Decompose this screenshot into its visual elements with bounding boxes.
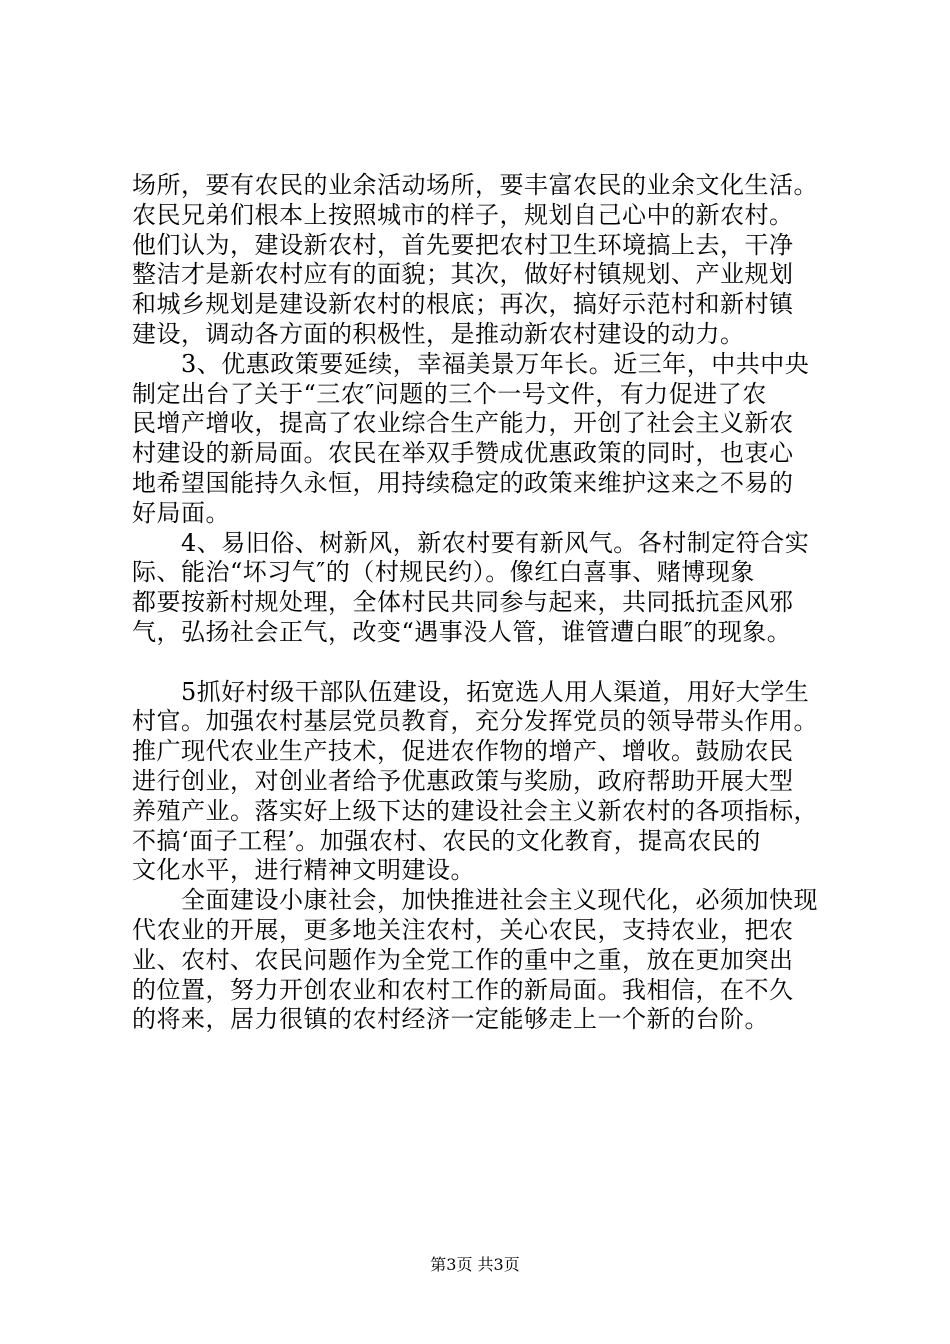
text-line: 代农业的开展，更多地关注农村，关心农民，支持农业，把农 xyxy=(132,915,794,944)
text-line: 好局面。 xyxy=(132,498,230,527)
text-line: 农民兄弟们根本上按照城市的样子，规划自己心中的新农村。 xyxy=(132,200,794,229)
text-line: 的位置，努力开创农业和农村工作的新局面。我相信，在不久 xyxy=(132,975,794,1004)
text-line: 建设，调动各方面的积极性，是推动新农村建设的动力。 xyxy=(132,319,745,348)
text-line: 际、能治“坏习气″的（村规民约）。像红白喜事、赌博现象 xyxy=(132,558,755,587)
text-line: 全面建设小康社会，加快推进社会主义现代化，必须加快现 xyxy=(132,886,818,915)
text-line: 场所，要有农民的业余活动场所，要丰富农民的业余文化生活。 xyxy=(132,171,818,199)
text-line: 村建设的新局面。农民在举双手赞成优惠政策的同时，也衷心 xyxy=(132,439,794,468)
text-line: 推广现代农业生产技术，促进农作物的增产、增收。鼓励农民 xyxy=(132,737,794,766)
text-line: 民增产增收，提高了农业综合生产能力，开创了社会主义新农 xyxy=(132,409,794,438)
text-line: 气，弘扬社会正气，改变“遇事没人管，谁管遭白眼″的现象。 xyxy=(132,617,792,646)
text-line: 不搞‘面子工程’。加强农村、农民的文化教育，提高农民的 xyxy=(132,826,761,855)
blank-line xyxy=(132,648,842,678)
text-line: 4、易旧俗、树新风，新农村要有新风气。各村制定符合实 xyxy=(132,528,810,557)
text-line: 文化水平，进行精神文明建设。 xyxy=(132,856,475,885)
text-line: 5抓好村级干部队伍建设，拓宽选人用人渠道，用好大学生 xyxy=(132,677,810,706)
page-number-footer: 第3页 共3页 xyxy=(430,1255,520,1274)
text-line: 养殖产业。落实好上级下达的建设社会主义新农村的各项指标， xyxy=(132,796,818,825)
text-line: 3、优惠政策要延续，幸福美景万年长。近三年，中共中央 xyxy=(132,349,810,378)
text-line: 村官。加强农村基层党员教育，充分发挥党员的领导带头作用。 xyxy=(132,707,818,736)
text-line: 业、农村、农民问题作为全党工作的重中之重，放在更加突出 xyxy=(132,945,794,974)
text-line: 他们认为，建设新农村，首先要把农村卫生环境搞上去，干净 xyxy=(132,230,794,259)
text-line: 的将来，居力很镇的农村经济一定能够走上一个新的台阶。 xyxy=(132,1005,769,1034)
text-line: 进行创业，对创业者给予优惠政策与奖励，政府帮助开展大型 xyxy=(132,766,794,795)
text-line: 整洁才是新农村应有的面貌；其次，做好村镇规划、产业规划 xyxy=(132,260,794,289)
text-line: 都要按新村规处理，全体村民共同参与起来，共同抵抗歪风邪 xyxy=(132,588,794,617)
text-line: 地希望国能持久永恒，用持续稳定的政策来维护这来之不易的 xyxy=(132,468,794,497)
text-line: 制定出台了关于“三农″问题的三个一号文件，有力促进了农 xyxy=(132,379,767,408)
text-line: 和城乡规划是建设新农村的根底；再次，搞好示范村和新村镇 xyxy=(132,290,794,319)
document-body xyxy=(132,171,842,1035)
